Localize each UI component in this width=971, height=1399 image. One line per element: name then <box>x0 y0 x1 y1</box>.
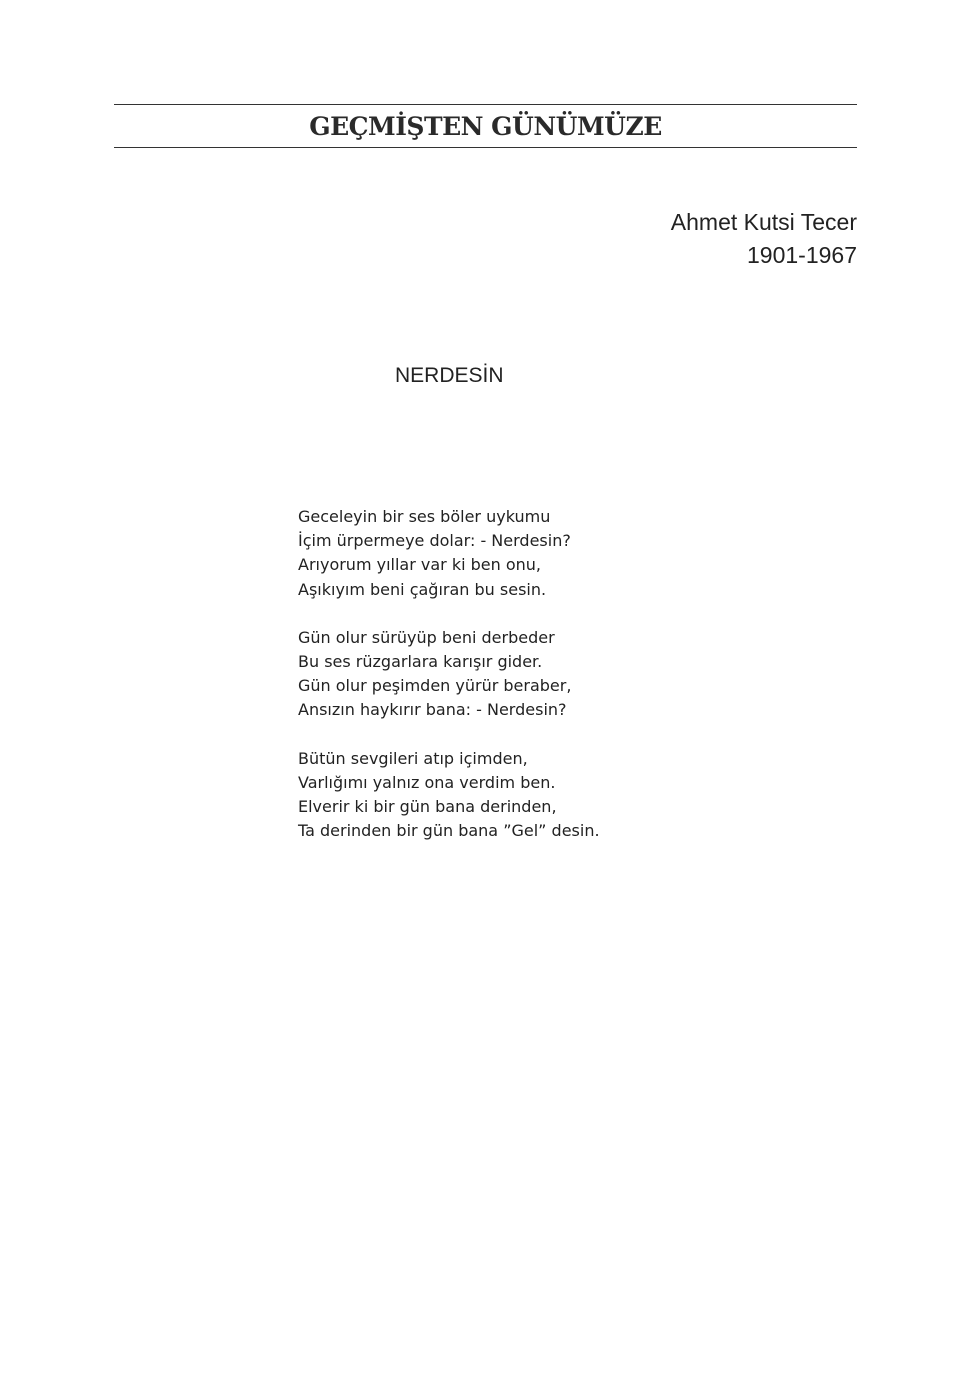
poem-line: Gün olur sürüyüp beni derbeder <box>298 627 555 647</box>
poem-line: Ta derinden bir gün bana ”Gel” desin. <box>298 821 600 841</box>
poem-line: Varlığımı yalnız ona verdim ben. <box>298 772 556 792</box>
poem-line: Bütün sevgileri atıp içimden, <box>298 748 528 768</box>
poem-line: İçim ürpermeye dolar: - Nerdesin? <box>298 531 571 551</box>
poem-line: Gün olur peşimden yürür beraber, <box>298 676 572 696</box>
poem-line: Elverir ki bir gün bana derinden, <box>298 796 557 816</box>
author-block <box>671 206 857 272</box>
stanza-2 <box>298 626 600 723</box>
poem-body <box>298 505 600 867</box>
poem-line: Geceleyin bir ses böler uykumu <box>298 507 551 526</box>
poem-title: NERDESİN <box>395 364 504 387</box>
author-name: Ahmet Kutsi Tecer <box>670 209 857 235</box>
poem-line: Bu ses rüzgarlara karışır gider. <box>298 651 543 671</box>
poem-line: Aşıkıyım beni çağıran bu sesin. <box>298 579 547 599</box>
section-title: GEÇMİŞTEN GÜNÜMÜZE <box>309 112 662 141</box>
header-top-rule <box>114 104 857 105</box>
header-bottom-rule <box>114 147 857 148</box>
poem-line: Ansızın haykırır bana: - Nerdesin? <box>298 700 567 720</box>
stanza-3 <box>298 747 600 844</box>
author-years: 1901-1967 <box>747 242 857 268</box>
poem-line: Arıyorum yıllar var ki ben onu, <box>298 555 542 575</box>
stanza-1 <box>298 505 600 602</box>
